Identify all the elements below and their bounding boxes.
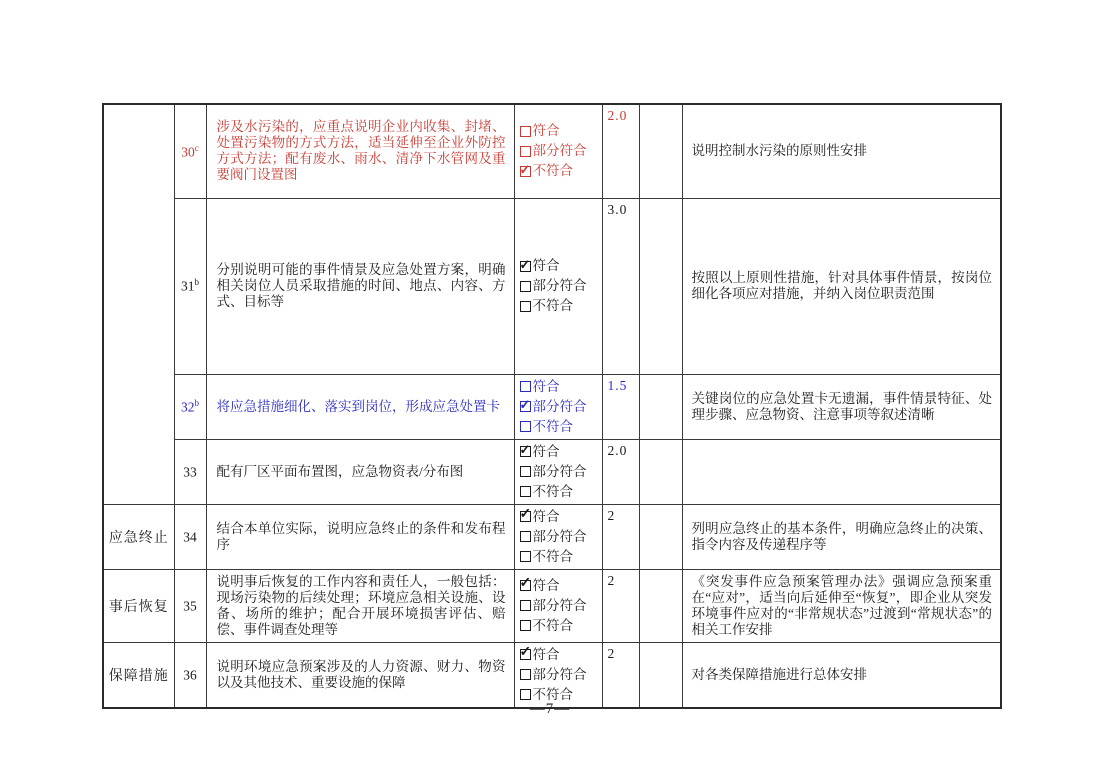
checkbox-cell [514,104,602,198]
checkbox-icon[interactable] [520,126,531,137]
checkbox-icon[interactable] [520,600,531,611]
score-cell: 3.0 [602,198,639,374]
checkbox-icon[interactable] [520,551,531,562]
checkbox-icon[interactable] [520,381,531,392]
criterion-text: 配有厂区平面布置图，应急物资表/分布图 [206,439,514,504]
checkbox-label: 不符合 [532,617,573,633]
checkbox-option-partial[interactable] [520,276,600,296]
checkbox-option-partial[interactable] [520,462,600,482]
empty-cell [639,104,682,198]
checkbox-icon[interactable] [520,580,531,591]
checkbox-label: 不符合 [532,418,573,434]
row-number: 31$^b$ [174,198,206,374]
checkbox-label: 部分符合 [532,597,587,613]
checkbox-label: 符合 [532,646,560,662]
checkbox-label: 符合 [532,508,560,524]
checkbox-icon[interactable] [520,689,531,700]
empty-cell [639,439,682,504]
note-cell: 关键岗位的应急处置卡无遗漏，事件情景特征、处理步骤、应急物资、注意事项等叙述清晰 [682,374,1001,439]
empty-cell [639,642,682,708]
checkbox-label: 符合 [532,577,560,593]
checkbox-label: 符合 [532,378,560,394]
checkbox-label: 部分符合 [532,143,587,159]
checkbox-cell [514,504,602,569]
checkbox-option-pass[interactable] [520,507,600,527]
checkbox-cell [514,198,602,374]
note-cell [682,439,1001,504]
category-cell: 保障措施 [103,642,174,708]
row-number: 32$^b$ [174,374,206,439]
criterion-text: 说明事后恢复的工作内容和责任人，一般包括：现场污染物的后续处理；环境应急相关设施、设备、场所的维护；配合开展环境损害评估、赔偿、事件调查处理等 [206,569,514,642]
checkbox-label: 部分符合 [532,463,587,479]
checkbox-cell [514,642,602,708]
row-number: 34 [174,504,206,569]
checkbox-icon[interactable] [520,620,531,631]
checkbox-label: 不符合 [532,548,573,564]
checkbox-cell [514,439,602,504]
checkbox-icon[interactable] [520,649,531,660]
score-cell: 2.0 [602,104,639,198]
table-row [103,439,1001,504]
checkbox-icon[interactable] [520,146,531,157]
score-cell: 2 [602,642,639,708]
page-number: —7— [529,701,571,717]
row-number: 33 [174,439,206,504]
table-row [103,104,1001,198]
checkbox-label: 符合 [532,443,560,459]
criterion-text: 涉及水污染的，应重点说明企业内收集、封堵、处置污染物的方式方法，适当延伸至企业外防控方式方法；配有废水、雨水、清净下水管网及重要阀门设置图 [206,104,514,198]
criterion-text: 将应急措施细化、落实到岗位，形成应急处置卡 [206,374,514,439]
note-cell: 对各类保障措施进行总体安排 [682,642,1001,708]
checkbox-label: 不符合 [532,686,573,702]
checkbox-label: 部分符合 [532,666,587,682]
checkbox-cell [514,569,602,642]
criterion-text: 结合本单位实际，说明应急终止的条件和发布程序 [206,504,514,569]
checkbox-option-partial[interactable] [520,141,600,161]
checkbox-option-pass[interactable] [520,121,600,141]
checkbox-label: 部分符合 [532,528,587,544]
checkbox-label: 不符合 [532,163,573,179]
checkbox-icon[interactable] [520,301,531,312]
checkbox-icon[interactable] [520,166,531,177]
checkbox-label: 不符合 [532,483,573,499]
checkbox-label: 不符合 [532,298,573,313]
category-cell: 应急终止 [103,504,174,569]
checkbox-label: 符合 [532,258,560,273]
criterion-text: 说明环境应急预案涉及的人力资源、财力、物资以及其他技术、重要设施的保障 [206,642,514,708]
checkbox-option-pass[interactable] [520,442,600,462]
note-cell: 按照以上原则性措施，针对具体事件情景，按岗位细化各项应对措施，并纳入岗位职责范围 [682,198,1001,374]
table-row [103,569,1001,642]
category-cell [103,104,174,504]
checkbox-icon[interactable] [520,466,531,477]
table-row [103,198,1001,374]
checkbox-label: 符合 [532,123,560,139]
checkbox-icon[interactable] [520,669,531,680]
checkbox-icon[interactable] [520,421,531,432]
row-number: 30$^c$ [174,104,206,198]
checkbox-option-fail[interactable] [520,161,600,181]
score-cell: 1.5 [602,374,639,439]
checkbox-icon[interactable] [520,486,531,497]
evaluation-table [102,103,1002,709]
note-cell: 列明应急终止的基本条件，明确应急终止的决策、指令内容及传递程序等 [682,504,1001,569]
table-row [103,504,1001,569]
row-number: 36 [174,642,206,708]
checkbox-option-pass[interactable] [520,645,600,665]
row-number: 35 [174,569,206,642]
table-row [103,642,1001,708]
criterion-text: 分别说明可能的事件情景及应急处置方案，明确相关岗位人员采取措施的时间、地点、内容、方式、目标等 [206,198,514,374]
checkbox-option-fail[interactable] [520,296,600,316]
checkbox-option-pass[interactable] [520,576,600,596]
checkbox-option-fail[interactable] [520,417,600,437]
empty-cell [639,504,682,569]
note-cell: 说明控制水污染的原则性安排 [682,104,1001,198]
empty-cell [639,374,682,439]
score-cell: 2.0 [602,439,639,504]
checkbox-icon[interactable] [520,531,531,542]
checkbox-icon[interactable] [520,261,531,272]
category-cell: 事后恢复 [103,569,174,642]
checkbox-option-partial[interactable] [520,665,600,685]
checkbox-icon[interactable] [520,401,531,412]
checkbox-label: 部分符合 [532,398,587,414]
table-row [103,374,1001,439]
score-cell: 2 [602,504,639,569]
checkbox-option-partial[interactable] [520,397,600,417]
score-cell: 2 [602,569,639,642]
checkbox-icon[interactable] [520,511,531,522]
checkbox-option-pass[interactable] [520,256,600,276]
empty-cell [639,569,682,642]
checkbox-cell [514,374,602,439]
checkbox-option-pass[interactable] [520,377,600,397]
checkbox-option-fail[interactable] [520,482,600,502]
checkbox-option-partial[interactable] [520,596,600,616]
checkbox-option-fail[interactable] [520,616,600,636]
checkbox-icon[interactable] [520,281,531,292]
empty-cell [639,198,682,374]
checkbox-option-fail[interactable] [520,547,600,567]
checkbox-icon[interactable] [520,446,531,457]
note-cell: 《突发事件应急预案管理办法》强调应急预案重在“应对”，适当向后延伸至“恢复”，即企业从突发环境事件应对的“非常规状态”过渡到“常规状态”的相关工作安排 [682,569,1001,642]
checkbox-label: 部分符合 [532,278,587,293]
checkbox-option-partial[interactable] [520,527,600,547]
